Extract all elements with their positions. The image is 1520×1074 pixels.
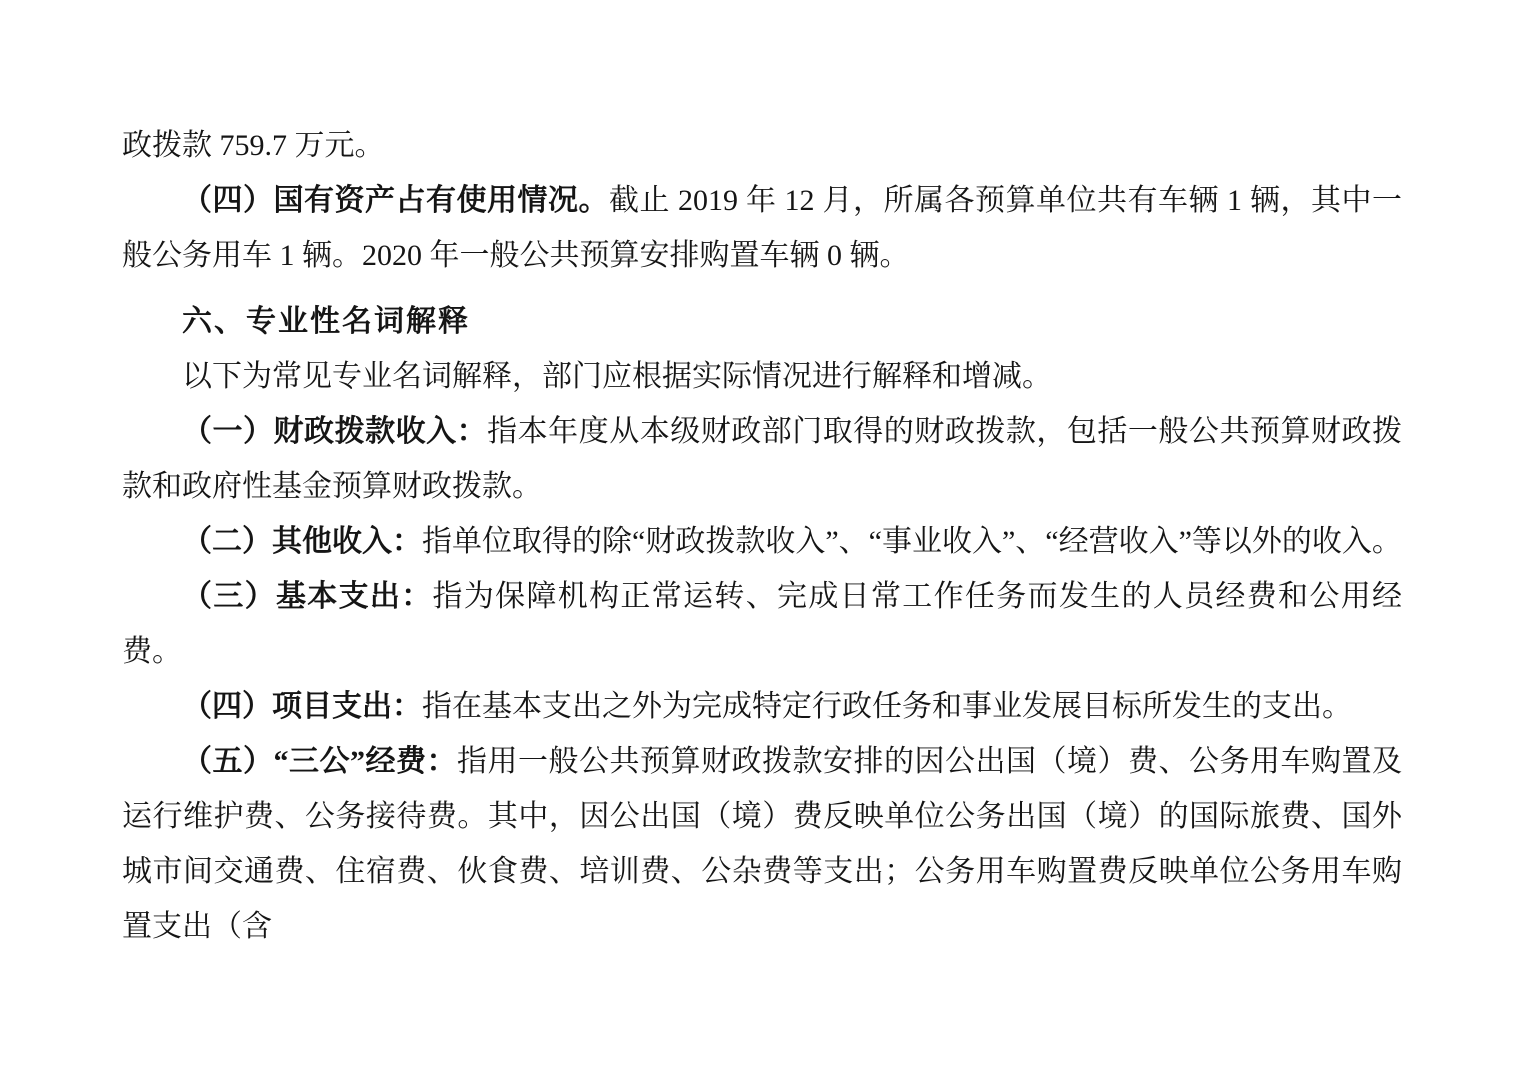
intro-text: 以下为常见专业名词解释，部门应根据实际情况进行解释和增减。 — [182, 360, 1052, 393]
paragraph-term-project-expense — [122, 679, 1402, 734]
paragraph-term-basic-expense — [122, 569, 1402, 679]
paragraph-assets-usage — [122, 173, 1402, 283]
term-other-income-label: （二）其他收入： — [182, 525, 422, 558]
paragraph-intro — [122, 349, 1402, 404]
paragraph-term-other-income — [122, 514, 1402, 569]
paragraph-continuation — [122, 118, 1402, 173]
assets-usage-label: （四）国有资产占有使用情况。 — [182, 184, 609, 217]
paragraph-term-three-public — [122, 734, 1402, 954]
term-project-expense-body: 指在基本支出之外为完成特定行政任务和事业发展目标所发生的支出。 — [422, 690, 1352, 723]
paragraph-term-fiscal-income — [122, 404, 1402, 514]
term-other-income-body: 指单位取得的除“财政拨款收入”、“事业收入”、“经营收入”等以外的收入。 — [422, 525, 1402, 558]
term-project-expense-label: （四）项目支出： — [182, 690, 422, 723]
section-heading: 六、专业性名词解释 — [182, 305, 470, 338]
term-fiscal-income-body: 指本年度从本级财政部门取得的财政拨款，包括一般公共预算财政拨款和政府性基金预算财政拨款。 — [122, 415, 1403, 503]
term-three-public-body: 指用一般公共预算财政拨款安排的因公出国（境）费、公务用车购置及运行维护费、公务接待费。其中，因公出国（境）费反映单位公务出国（境）的国际旅费、国外城市间交通费、住宿费、伙食费、培训费、公杂费等支出；公务用车购置费反映单位公务用车购置支出（含 — [122, 745, 1402, 943]
term-basic-expense-body: 指为保障机构正常运转、完成日常工作任务而发生的人员经费和公用经费。 — [122, 580, 1403, 668]
assets-usage-body: 截止 2019 年 12 月，所属各预算单位共有车辆 1 辆，其中一般公务用车 1 辆。2020 年一般公共预算安排购置车辆 0 辆。 — [122, 184, 1402, 272]
term-fiscal-income-label: （一）财政拨款收入： — [182, 415, 488, 448]
continuation-text: 政拨款 759.7 万元。 — [122, 129, 385, 162]
term-basic-expense-label: （三）基本支出： — [182, 580, 433, 613]
term-three-public-label: （五）“三公”经费： — [182, 745, 457, 778]
